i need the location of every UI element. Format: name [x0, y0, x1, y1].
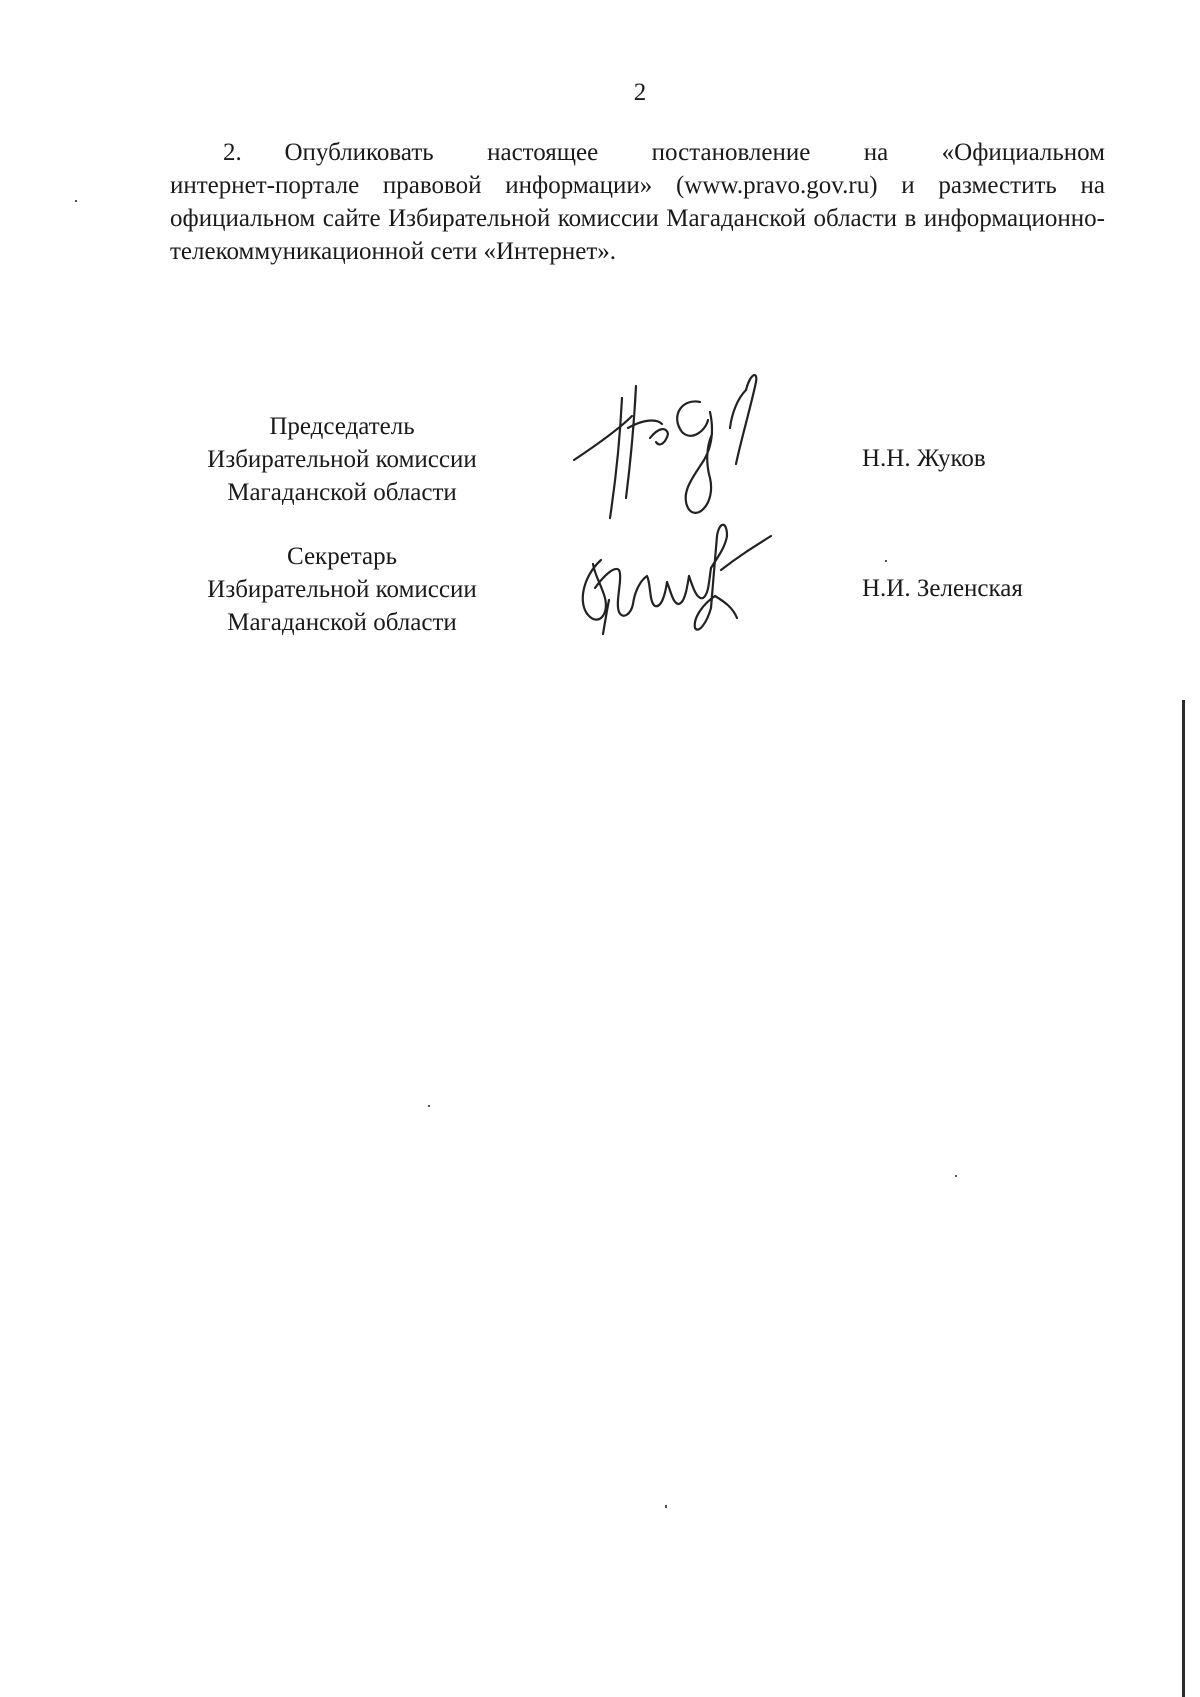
secretary-title-line: Избирательной комиссии — [207, 576, 477, 603]
chairman-title-line: Магаданской области — [227, 479, 457, 506]
scan-speck — [75, 200, 77, 202]
chairman-title — [182, 410, 502, 509]
chairman-signature — [570, 368, 780, 543]
secretary-title-line: Магаданской области — [227, 609, 457, 636]
secretary-title — [182, 540, 502, 639]
chairman-title-line: Председатель — [269, 413, 415, 440]
secretary-signature — [575, 518, 785, 668]
chairman-title-line: Избирательной комиссии — [207, 446, 477, 473]
secretary-name: Н.И. Зеленская — [862, 575, 1023, 602]
scan-speck — [955, 1175, 957, 1177]
body-paragraph: 2. Опубликовать настоящее постановление на «Официальном интернет-портале правовой информации» (www.pravo.gov.ru) и разместить на официальном сайте Избирательной комиссии Магаданской области в информационно-телекоммуникационной сети «Интернет». — [170, 139, 1105, 265]
scan-speck — [665, 1505, 667, 1508]
chairman-name: Н.Н. Жуков — [862, 445, 986, 472]
scan-speck — [885, 560, 887, 562]
secretary-title-line: Секретарь — [286, 543, 398, 570]
scan-edge-line — [1182, 700, 1185, 1697]
scan-speck — [428, 1105, 430, 1107]
page-number: 2 — [633, 79, 647, 106]
